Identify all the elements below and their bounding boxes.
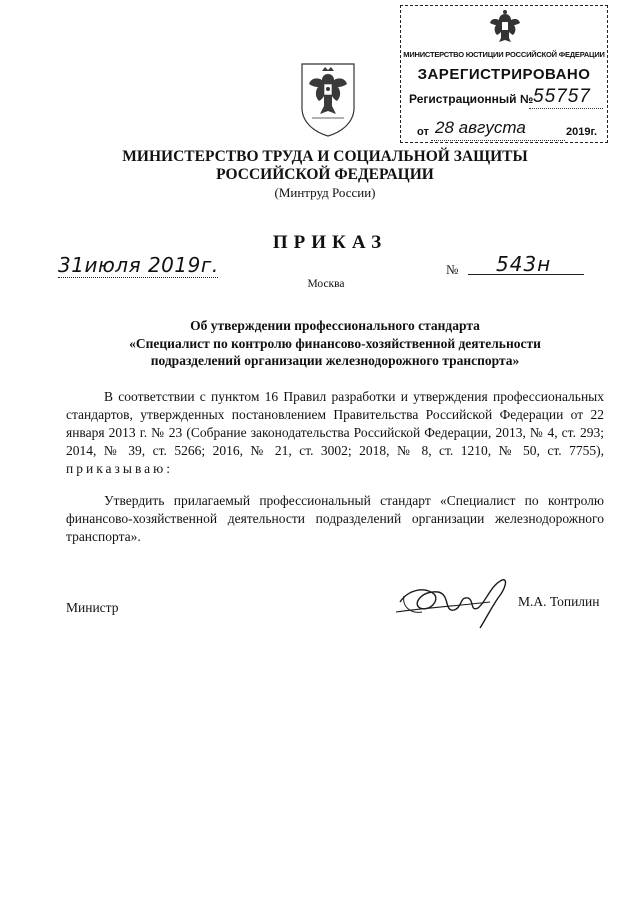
paragraph2-text: Утвердить прилагаемый профессиональный стандарт «Специалист по контролю финансово-хозяйственной деятельности подразделений организации железнодорожного транспорта». xyxy=(66,493,604,544)
handwritten-signature-icon xyxy=(394,572,518,632)
order-number-handwritten: 543н xyxy=(496,252,552,276)
subject-line2: «Специалист по контролю финансово-хозяйственной деятельности xyxy=(129,335,541,351)
signatory-position: Министр xyxy=(66,600,119,615)
subject-line3: подразделений организации железнодорожного транспорта» xyxy=(150,353,520,368)
stamp-coat-of-arms-icon xyxy=(485,8,525,48)
order-number-sign: № xyxy=(446,262,459,277)
stamp-registered-label: ЗАРЕГИСТРИРОВАНО xyxy=(417,66,591,83)
stamp-registration-number: 55757 xyxy=(533,86,591,107)
order-subject xyxy=(80,317,590,370)
stamp-date-underline xyxy=(431,140,565,141)
order-date-handwritten: 31июля 2019г. xyxy=(58,253,219,277)
body-paragraph-1 xyxy=(66,388,604,478)
signatory-name: М.А. Топилин xyxy=(518,594,600,609)
order-title: ПРИКАЗ xyxy=(272,232,388,253)
registration-stamp xyxy=(400,5,608,143)
stamp-registration-label: Регистрационный № xyxy=(409,92,534,106)
paragraph1-action-word: приказываю: xyxy=(66,461,173,476)
paragraph1-main-text: В соответствии с пунктом 16 Правил разработки и утверждения профессиональных стандартов, утвержденных постановлением Правительства Российской Федерации от 22 января 2013 г. № 23 (Собрание законодательства Российской Федерации, 2013, № 4, ст. 293; 2014, № 39, ст. 5266; 2016, № 21, ст. 3002; 2018, № 8, ст. 1210, № 50, ст. 7755), xyxy=(66,389,604,458)
subject-line1: Об утверждении профессионального стандарта xyxy=(190,318,480,333)
stamp-date-prefix: от xyxy=(417,126,429,138)
stamp-date-handwritten: 28 августа xyxy=(435,118,526,137)
coat-of-arms-icon xyxy=(298,60,358,138)
body-paragraph-2 xyxy=(66,492,604,546)
order-city: Москва xyxy=(307,278,345,290)
ministry-short-name: (Минтруд России) xyxy=(274,185,376,200)
ministry-name-line2: РОССИЙСКОЙ ФЕДЕРАЦИИ xyxy=(216,166,434,183)
stamp-date-suffix: 2019г. xyxy=(566,126,598,138)
stamp-ministry-name: МИНИСТЕРСТВО ЮСТИЦИИ РОССИЙСКОЙ ФЕДЕРАЦИИ xyxy=(403,50,605,59)
stamp-registration-underline xyxy=(529,108,603,109)
ministry-name-line1: МИНИСТЕРСТВО ТРУДА И СОЦИАЛЬНОЙ ЗАЩИТЫ xyxy=(122,148,528,165)
order-number-underline xyxy=(468,274,584,275)
